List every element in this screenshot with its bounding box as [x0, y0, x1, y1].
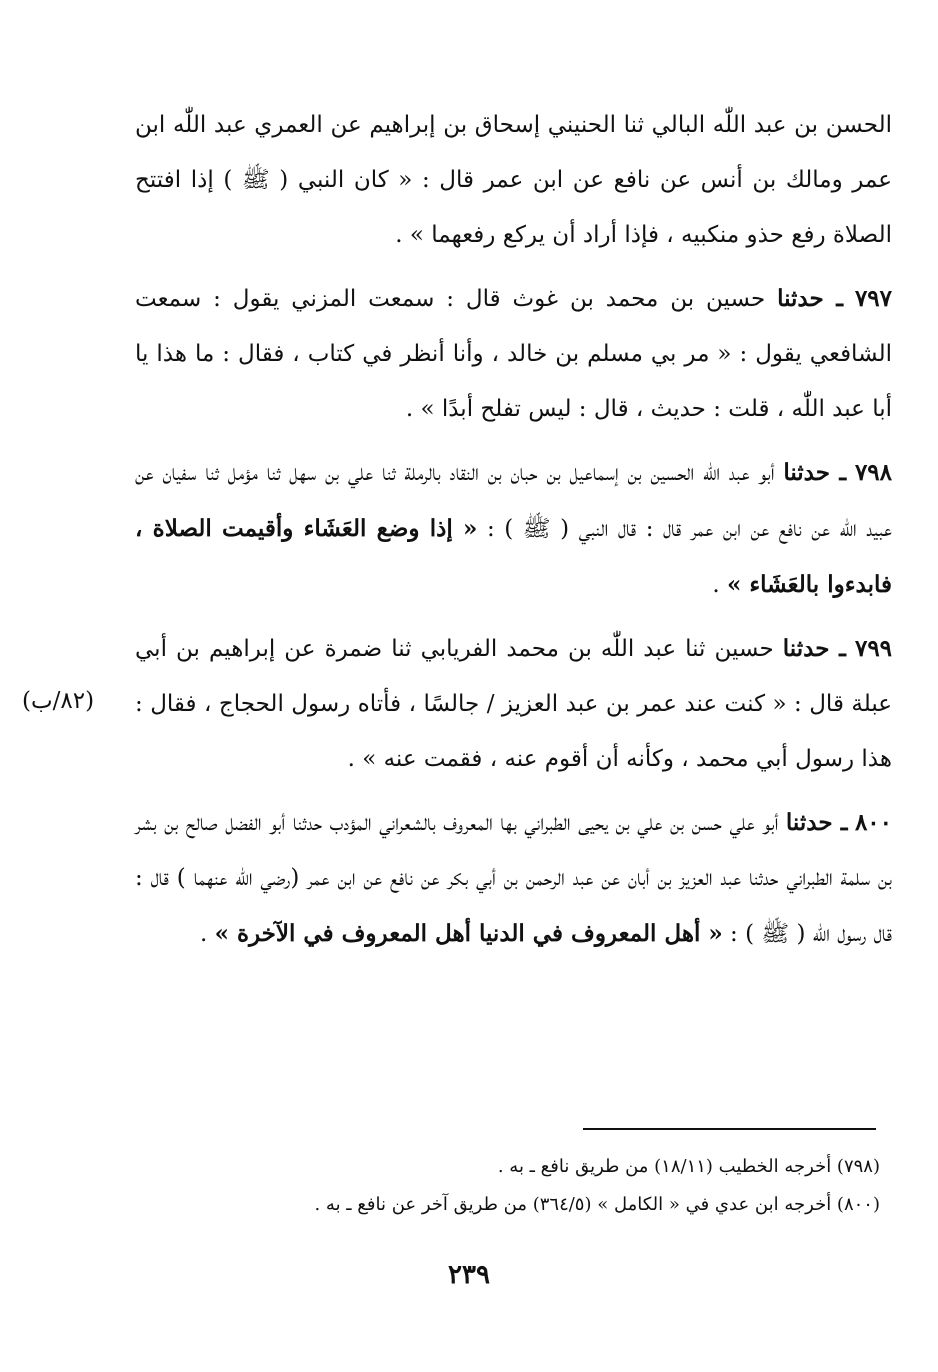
- main-text: [135, 98, 892, 962]
- hadith-number: ٧٩٨: [854, 459, 893, 486]
- page-number: ٢٣٩: [448, 1260, 490, 1290]
- margin-manuscript-reference: (٨٢/ب): [22, 688, 95, 714]
- hadith-number: ٨٠٠: [854, 809, 892, 836]
- hadith-text: أبو علي حسن بن علي بن يحيى الطبراني بها المعروف بالشعراني المؤدب حدثنا أبو الفضل صالح بن بشر بن سلمة الطبراني حدثنا عبد العزيز بن أبان عن عبد الرحمن بن أبي بكر عن نافع عن ابن عمر (رضي اللّٰه عنهما ) قال : قال رسول اللّٰه ( ﷺ ) :: [135, 810, 892, 947]
- hadith-number: ٧٩٧: [854, 285, 892, 312]
- hadith-text: أبو عبد اللّٰه الحسين بن إسماعيل بن حبان بن النقاد بالرملة ثنا علي بن سهل ثنا مؤمل ثنا سفيان عن عبيد اللّٰه عن نافع عن ابن عمر قال : قال النبي ( ﷺ ) :: [135, 460, 892, 542]
- hadith-lead: حدثنا: [785, 809, 833, 836]
- hadith-lead: حدثنا: [777, 285, 824, 312]
- hadith-tail: .: [199, 921, 208, 947]
- hadith-lead: حدثنا: [782, 635, 830, 662]
- intro-paragraph: الحسن بن عبد اللّٰه البالي ثنا الحنيني إسحاق بن إبراهيم عن العمري عبد اللّٰه ابن عمر ومالك بن أنس عن نافع عن ابن عمر قال : « كان النبي ( ﷺ ) إذا افتتح الصلاة رفع حذو منكبيه ، فإذا أراد أن يركع رفعهما » .: [135, 112, 892, 248]
- hadith-bold-text: « أهل المعروف في الدنيا أهل المعروف في الآخرة »: [214, 920, 723, 947]
- hadith-bold-text: « إذا وضع العَشَاء وأقيمت الصلاة ، فابدءوا بالعَشَاء »: [135, 515, 892, 598]
- hadith-text: حسين ثنا عبد اللّٰه بن محمد الفريابي ثنا ضمرة عن إبراهيم بن أبي عبلة قال : « كنت عند عمر بن عبد العزيز / جالسًا ، فأتاه رسول الحجاج ، فقال : هذا رسول أبي محمد ، وكأنه أن أقوم عنه ، فقمت عنه » .: [135, 636, 892, 772]
- footnote: (٧٩٨) أخرجه الخطيب (١٨/١١) من طريق نافع ـ به .: [497, 1156, 880, 1177]
- hadith-797: ٧٩٧ ـ حدثنا حسين بن محمد بن غوث قال : سمعت المزني يقول : سمعت الشافعي يقول : « مر بي مسلم بن خالد ، وأنا أنظر في كتاب ، فقال : ما هذا يا أبا عبد اللّٰه ، قلت : حديث ، قال : ليس تفلح أبدًا » .: [135, 285, 892, 422]
- hadith-number: ٧٩٩: [854, 635, 893, 662]
- hadith-800: ٨٠٠ ـ حدثنا أبو علي حسن بن علي بن يحيى الطبراني بها المعروف بالشعراني المؤدب حدثنا أبو الفضل صالح بن بشر بن سلمة الطبراني حدثنا عبد العزيز بن أبان عن عبد الرحمن بن أبي بكر عن نافع عن ابن عمر (رضي اللّٰه عنهما ) قال : قال رسول اللّٰه ( ﷺ ) : « أهل المعروف في الدنيا أهل المعروف في الآخرة » .: [135, 809, 892, 947]
- footnotes: [200, 1148, 880, 1224]
- footnote: (٨٠٠) أخرجه ابن عدي في « الكامل » (٣٦٤/٥) من طريق آخر عن نافع ـ به .: [314, 1194, 880, 1215]
- hadith-text: حسين بن محمد بن غوث قال : سمعت المزني يقول : سمعت الشافعي يقول : « مر بي مسلم بن خالد ، وأنا أنظر في كتاب ، فقال : ما هذا يا أبا عبد اللّٰه ، قلت : حديث ، قال : ليس تفلح أبدًا » .: [135, 286, 892, 422]
- hadith-798: ٧٩٨ ـ حدثنا أبو عبد اللّٰه الحسين بن إسماعيل بن حبان بن النقاد بالرملة ثنا علي بن سهل ثنا مؤمل ثنا سفيان عن عبيد اللّٰه عن نافع عن ابن عمر قال : قال النبي ( ﷺ ) : « إذا وضع العَشَاء وأقيمت الصلاة ، فابدءوا بالعَشَاء » .: [135, 459, 893, 598]
- hadith-lead: حدثنا: [783, 459, 830, 486]
- hadith-tail: .: [712, 572, 720, 598]
- hadith-799: ٧٩٩ ـ حدثنا حسين ثنا عبد اللّٰه بن محمد الفريابي ثنا ضمرة عن إبراهيم بن أبي عبلة قال : « كنت عند عمر بن عبد العزيز / جالسًا ، فأتاه رسول الحجاج ، فقال : هذا رسول أبي محمد ، وكأنه أن أقوم عنه ، فقمت عنه » .: [135, 635, 893, 772]
- footnote-divider: [583, 1128, 876, 1130]
